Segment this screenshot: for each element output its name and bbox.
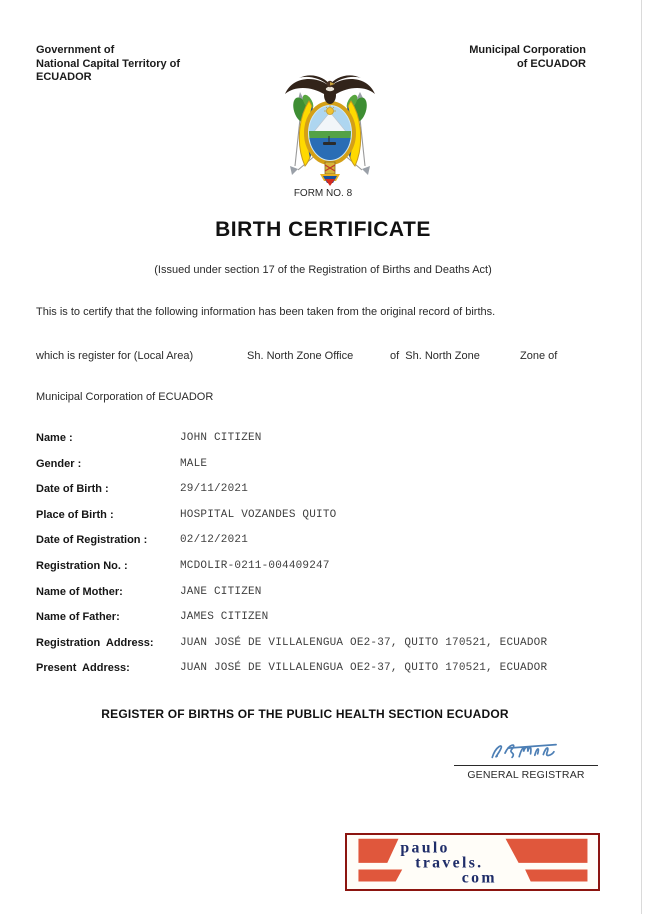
field-label: Registration Address: <box>36 636 154 649</box>
watermark-text-com: com <box>461 869 497 887</box>
header-left-line: National Capital Territory of <box>36 57 181 70</box>
header-right-line: Municipal Corporation <box>469 44 586 56</box>
field-value: JANE CITIZEN <box>180 585 262 598</box>
coat-of-arms-icon <box>278 70 382 188</box>
field-label: Name of Father: <box>36 611 120 624</box>
field-row <box>36 483 606 509</box>
field-value: JUAN JOSÉ DE VILLALENGUA OE2-37, QUITO 170521, ECUADOR <box>180 636 548 649</box>
zone-of-label: Zone of <box>520 350 558 362</box>
ecuador-coat-of-arms-emblem <box>278 70 382 188</box>
issuing-authority-left <box>36 44 180 85</box>
field-label: Registration No. : <box>36 559 128 572</box>
field-label: Date of Registration : <box>36 534 148 547</box>
certify-statement: This is to certify that the following information has been taken from the original record of births. <box>36 306 496 318</box>
registrar-signature <box>488 738 566 764</box>
signature-line <box>454 765 598 766</box>
header-right-line: of ECUADOR <box>516 57 586 70</box>
document-subtitle: (Issued under section 17 of the Registration of Births and Deaths Act) <box>154 264 492 276</box>
register-of-births-statement: REGISTER OF BIRTHS OF THE PUBLIC HEALTH SECTION ECUADOR <box>101 707 509 721</box>
form-number: FORM NO. 8 <box>293 188 353 199</box>
field-row <box>36 560 606 586</box>
municipal-corporation-line: Municipal Corporation of ECUADOR <box>36 391 214 403</box>
field-value: MALE <box>180 457 208 470</box>
field-label: Present Address: <box>36 662 130 675</box>
field-row <box>36 534 606 560</box>
field-label: Place of Birth : <box>36 508 114 521</box>
field-label: Name of Mother: <box>36 585 123 598</box>
field-row <box>36 586 606 612</box>
field-row <box>36 611 606 637</box>
field-value: JUAN JOSÉ DE VILLALENGUA OE2-37, QUITO 170521, ECUADOR <box>180 662 548 675</box>
fields-table <box>36 432 606 688</box>
page-edge-divider <box>641 0 642 914</box>
document-title: BIRTH CERTIFICATE <box>215 218 431 241</box>
field-label: Name : <box>36 432 73 444</box>
register-line-prefix: which is register for (Local Area) <box>36 350 194 362</box>
field-value: HOSPITAL VOZANDES QUITO <box>180 508 337 521</box>
zone-office-value: Sh. North Zone Office <box>247 350 354 362</box>
watermark-text-travels: travels. <box>415 854 484 872</box>
field-label: Gender : <box>36 457 82 470</box>
field-value: JOHN CITIZEN <box>180 432 262 444</box>
paulo-travels-logo-icon <box>347 835 598 889</box>
field-value: MCDOLIR-0211-004409247 <box>180 559 330 572</box>
registrar-title: GENERAL REGISTRAR <box>467 769 585 781</box>
register-zone-line <box>0 350 646 364</box>
paulo-travels-watermark <box>345 833 600 891</box>
field-value: 02/12/2021 <box>180 534 249 547</box>
field-row <box>36 509 606 535</box>
field-value: 29/11/2021 <box>180 483 249 496</box>
watermark-text-paulo: paulo <box>400 839 450 857</box>
field-row <box>36 662 606 688</box>
field-row <box>36 458 606 484</box>
header-left-line: ECUADOR <box>36 71 92 83</box>
field-value: JAMES CITIZEN <box>180 611 269 624</box>
field-row <box>36 637 606 663</box>
field-label: Date of Birth : <box>36 483 109 496</box>
field-row <box>36 432 606 458</box>
issuing-authority-right <box>469 44 586 71</box>
zone-value: of Sh. North Zone <box>390 350 480 362</box>
header-left-line: Government of <box>36 44 115 56</box>
